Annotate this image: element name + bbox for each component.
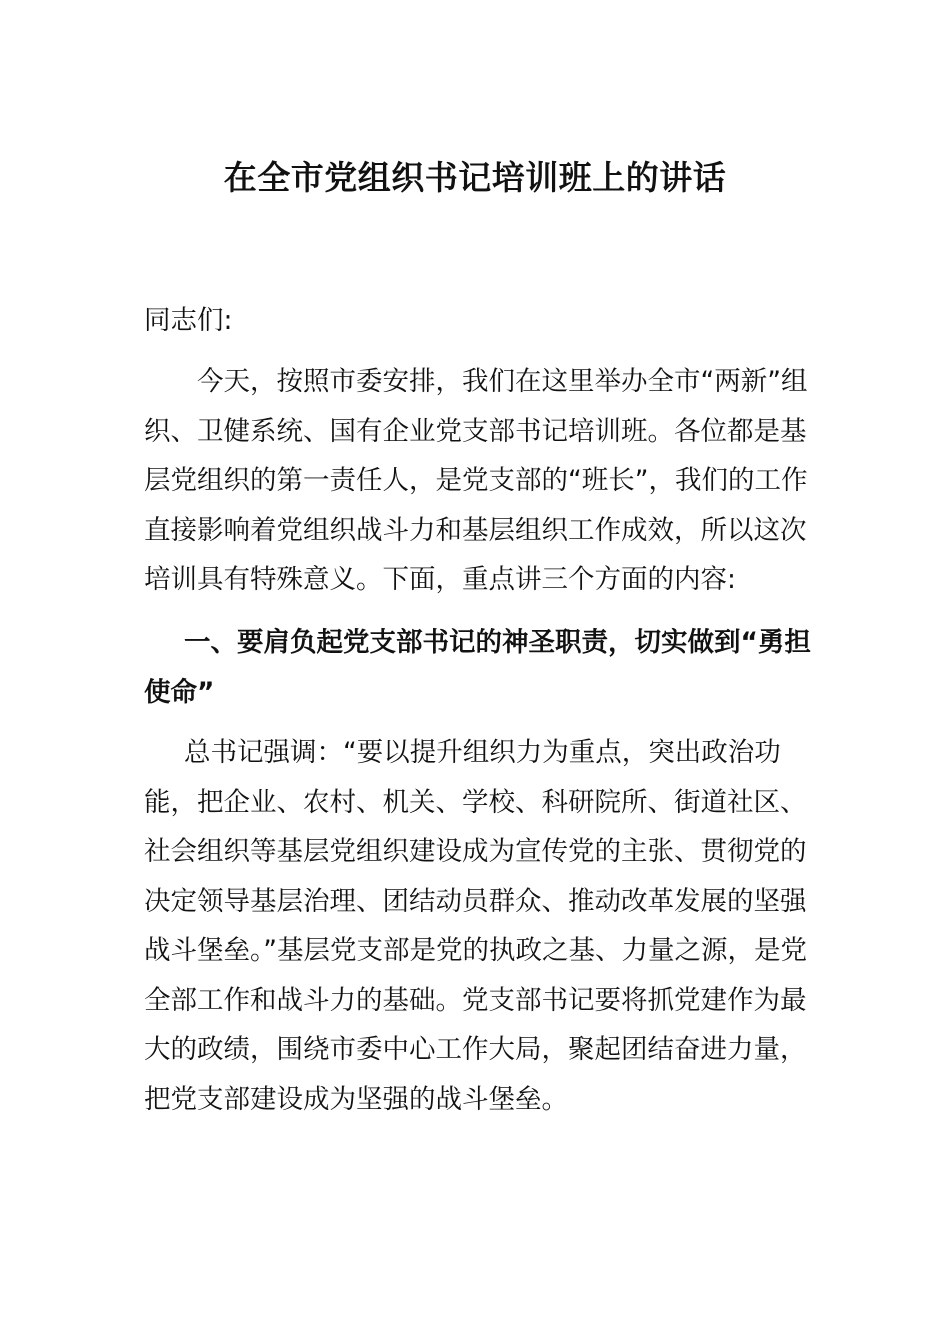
- section-heading-1: 一、要肩负起党支部书记的神圣职责，切实做到“勇担使命”: [144, 627, 811, 708]
- section-1-paragraph: 总书记强调：“要以提升组织力为重点，突出政治功能，把企业、农村、机关、学校、科研院所、街道社区、社会组织等基层党组织建设成为宣传党的主张、贯彻党的决定领导基层治理、团结动员群众、推动改革发展的坚强战斗堡垒。”基层党支部是党的执政之基、力量之源，是党全部工作和战斗力的基础。党支部书记要将抓党建作为最大的政绩，围绕市委中心工作大局，聚起团结奋进力量，把党支部建设成为坚强的战斗堡垒。: [144, 737, 807, 1115]
- salutation: 同志们:: [144, 305, 233, 336]
- document-title: 在全市党组织书记培训班上的讲话: [223, 158, 727, 197]
- intro-paragraph: 今天，按照市委安排，我们在这里举办全市“两新”组织、卫健系统、国有企业党支部书记培训班。各位都是基层党组织的第一责任人，是党支部的“班长”，我们的工作直接影响着党组织战斗力和基层组织工作成效，所以这次培训具有特殊意义。下面，重点讲三个方面的内容:: [144, 366, 808, 595]
